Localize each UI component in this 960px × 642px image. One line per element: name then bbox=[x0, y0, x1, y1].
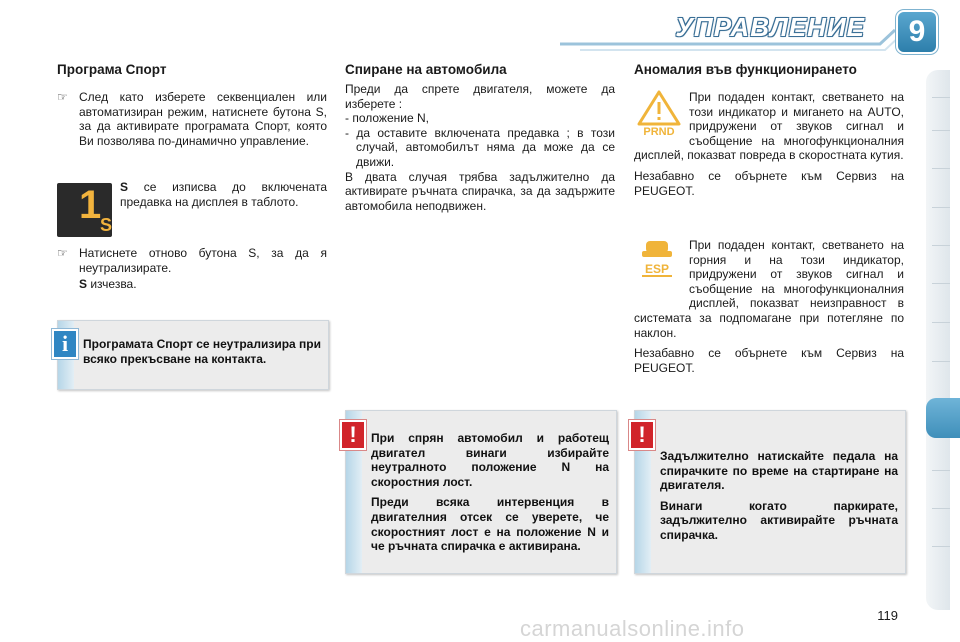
option-in-gear: - да оставите включената предавка ; в този случай, автомобилът няма да може да се движи. bbox=[345, 125, 615, 169]
tab-divider bbox=[932, 322, 950, 323]
gearbox-fault-text bbox=[634, 90, 904, 198]
tab-divider bbox=[932, 361, 950, 362]
hill-assist-fault-text bbox=[634, 238, 904, 375]
neutralize-instruction: Натиснете отново бутона S, за да я неутрализирате. bbox=[79, 246, 327, 275]
prnd-label: PRND bbox=[643, 126, 675, 136]
s-letter: S bbox=[120, 180, 129, 194]
hill-assist-fault-description: При подаден контакт, светването на горния и на този индикатор, придружени от звуков сигнал и съобщение на многофункционалния дисплей, показват неизправност в системата за подпомагане при потегляне по наклон. bbox=[634, 238, 904, 340]
sport-program-heading: Програма Спорт bbox=[57, 62, 167, 77]
malfunction-heading: Аномалия във функционирането bbox=[634, 62, 857, 77]
tab-divider bbox=[932, 245, 950, 246]
s-disappears-note bbox=[79, 277, 319, 292]
warning-engine-bay-text: Преди всяка интервенция в двигателния отсек се уверете, че скоростният лост е на положение N и че ръчната спирачка е активирана. bbox=[371, 495, 609, 554]
sport-bullet-1 bbox=[57, 90, 327, 148]
stopping-intro: Преди да спрете двигателя, можете да изберете : bbox=[345, 82, 615, 111]
warning-icon: ! bbox=[340, 420, 366, 450]
warning-box-brakes bbox=[634, 410, 906, 574]
warning-box-text bbox=[660, 449, 898, 549]
hand-pointer-icon: ☞ bbox=[57, 90, 68, 104]
gear-sport-letter: S bbox=[100, 215, 113, 235]
info-box-text: Програмата Спорт се неутрализира при всяко прекъсване на контакта. bbox=[83, 337, 321, 366]
option-neutral: - положение N, bbox=[345, 111, 429, 126]
chapter-tab-strip bbox=[926, 70, 950, 610]
sport-instruction: След като изберете секвенциален или автоматизиран режим, натиснете бутона S, за да активирате програмата Спорт, която Ви позволява по-динамично управление. bbox=[79, 90, 327, 148]
icon-float-space bbox=[634, 238, 689, 298]
gear-digit: 1 bbox=[79, 183, 102, 227]
gearbox-fault-description: При подаден контакт, светването на този индикатор и мигането на AUTO, придружени от звуков сигнал и съобщение на многофункционалния дисплей, показват повреда в скоростната кутия. bbox=[634, 90, 904, 163]
warning-box-text bbox=[371, 431, 609, 560]
stopping-text bbox=[345, 82, 615, 213]
contact-service-text: Незабавно се обърнете към Сервиз на PEUGEOT. bbox=[634, 168, 904, 198]
info-icon: i bbox=[52, 329, 78, 359]
hand-pointer-icon: ☞ bbox=[57, 246, 68, 260]
s-disappears-text: изчезва. bbox=[87, 277, 137, 291]
tab-divider bbox=[932, 283, 950, 284]
tab-divider bbox=[932, 546, 950, 547]
chapter-number-badge[interactable]: 9 bbox=[898, 12, 936, 52]
s-letter: S bbox=[79, 277, 88, 291]
sport-display-text: се изписва до включената предавка на дисплея в таблото. bbox=[120, 180, 327, 209]
sport-bullet-2 bbox=[57, 246, 327, 275]
warning-box-neutral bbox=[345, 410, 617, 574]
info-box bbox=[57, 320, 329, 390]
page-number: 119 bbox=[877, 608, 898, 623]
warning-parking-text: Винаги когато паркирате, задължително активирайте ръчната спирачка. bbox=[660, 498, 898, 542]
stopping-vehicle-heading: Спиране на автомобила bbox=[345, 62, 507, 77]
tab-divider bbox=[932, 168, 950, 169]
chapter-title: УПРАВЛЕНИЕ bbox=[675, 12, 865, 42]
watermark: carmanualsonline.info bbox=[520, 616, 745, 641]
esp-label: ESP bbox=[644, 262, 670, 276]
gear-display-image bbox=[57, 183, 112, 237]
warning-icon: ! bbox=[629, 420, 655, 450]
tab-divider bbox=[932, 97, 950, 98]
tab-divider bbox=[932, 207, 950, 208]
warning-neutral-text: При спрян автомобил и работещ двигател винаги избирайте неутралното положение N на скоростния лост. bbox=[371, 431, 609, 489]
tab-divider bbox=[932, 130, 950, 131]
active-chapter-tab[interactable] bbox=[926, 398, 960, 438]
tab-divider bbox=[932, 508, 950, 509]
contact-service-text: Незабавно се обърнете към Сервиз на PEUGEOT. bbox=[634, 346, 904, 375]
warning-brake-pedal-text: Задължително натискайте педала на спирачките по време на стартиране на двигателя. bbox=[660, 449, 898, 493]
handbrake-note: В двата случая трябва задължително да активирате ръчната спирачка, за да задържите автомобила неподвижен. bbox=[345, 169, 615, 213]
sport-display-note bbox=[120, 180, 327, 209]
tab-divider bbox=[932, 470, 950, 471]
icon-float-space bbox=[634, 90, 689, 134]
